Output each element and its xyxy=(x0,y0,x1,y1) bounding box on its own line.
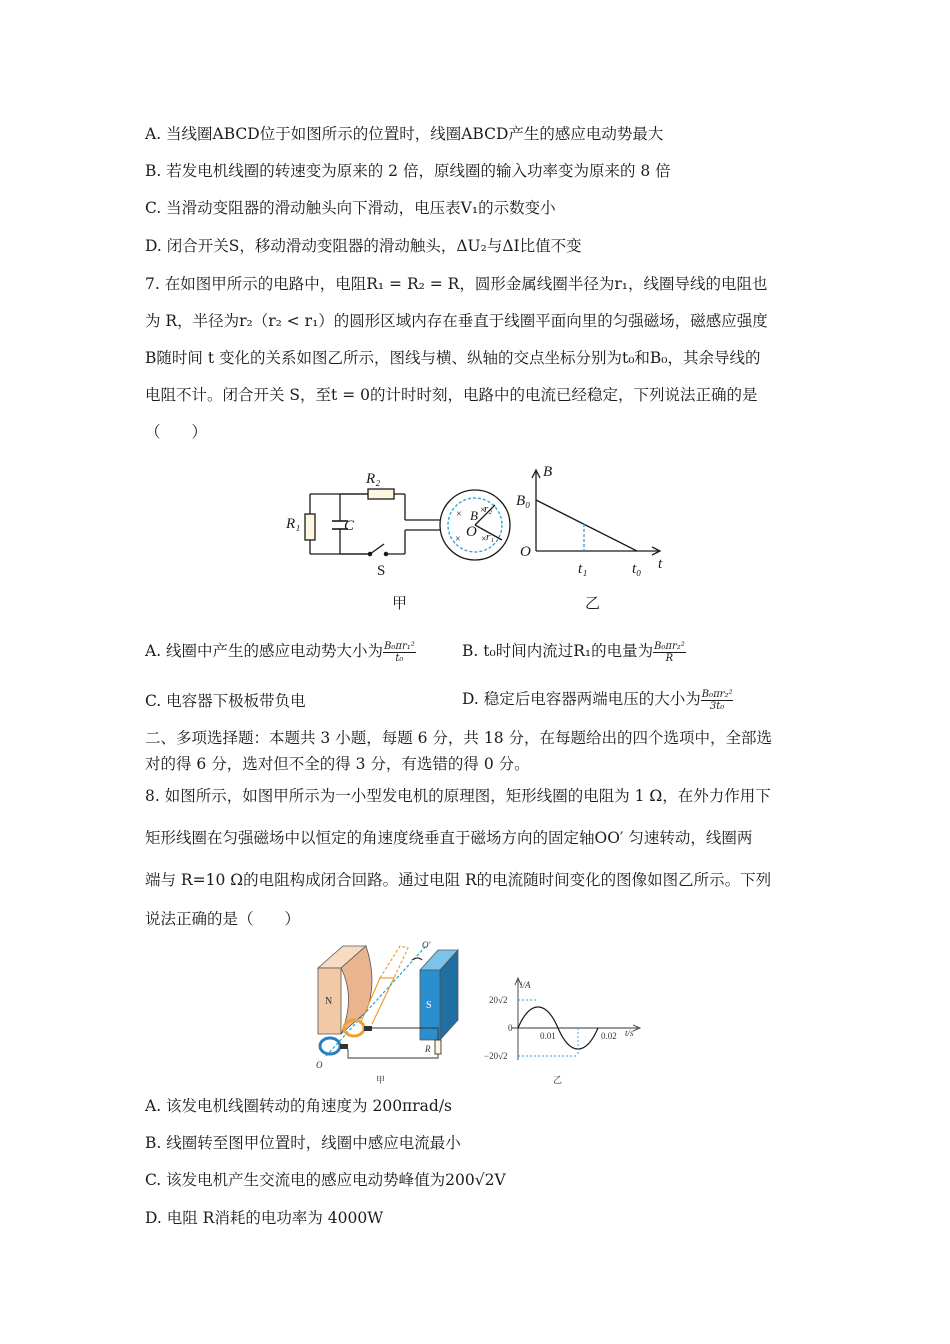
frac-num: B₀πr₂² xyxy=(654,640,685,652)
label-t1: t₁ xyxy=(578,561,588,577)
frac-num: B₀πr₁² xyxy=(384,640,415,652)
svg-text:×: × xyxy=(456,509,462,520)
q7-circuit xyxy=(305,489,510,560)
resistor-r1-icon xyxy=(305,514,315,540)
resistor-r2-icon xyxy=(368,489,394,499)
label-t-s: t/s xyxy=(625,1028,634,1038)
frac-den: R xyxy=(665,652,674,664)
q8-option-a: A. 该发电机线圈转动的角速度为 200πrad/s xyxy=(145,1097,452,1115)
label-t001: 0.01 xyxy=(540,1031,556,1041)
q8-option-d: D. 电阻 R消耗的电功率为 4000W xyxy=(145,1209,384,1227)
svg-text:×: × xyxy=(455,534,461,545)
q7-stem-line-3: B随时间 t 变化的关系如图乙所示，图线与横、纵轴的交点坐标分别为t₀和B₀，其余导线的 xyxy=(145,349,761,367)
label-t002: 0.02 xyxy=(601,1031,617,1041)
label-b0: B₀ xyxy=(516,493,531,509)
section2-heading-line-2: 对的得 6 分，选对但不全的得 3 分，有选错的得 0 分。 xyxy=(145,755,530,773)
label-r2-coil: r₂ xyxy=(484,503,493,515)
b-t-line xyxy=(536,500,637,551)
figure-yi-caption: 乙 xyxy=(585,596,601,612)
figure-yi-caption-q8: 乙 xyxy=(553,1075,563,1085)
q8-option-c: C. 该发电机产生交流电的感应电动势峰值为200√2V xyxy=(145,1171,506,1189)
figure-jia-caption: 甲 xyxy=(392,596,408,612)
q8-stem-line-1: 8. 如图所示，如图甲所示为一小型发电机的原理图，矩形线圈的电阻为 1 Ω，在外力作用下 xyxy=(145,787,771,805)
label-s: S xyxy=(377,563,386,579)
label-peak: 20√2 xyxy=(489,995,508,1005)
label-r: R xyxy=(425,1044,431,1054)
q7-stem-line-5: （ ） xyxy=(145,423,208,441)
q7-stem-line-2: 为 R，半径为r₂（r₂ < r₁）的圆形区域内存在垂直于线圈平面向里的匀强磁场，磁感应强度 xyxy=(145,312,768,330)
magnet-s-icon xyxy=(420,950,458,1040)
svg-text:×: × xyxy=(480,505,486,516)
q7-option-c: C. 电容器下极板带负电 xyxy=(145,692,306,710)
switch-icon xyxy=(370,544,384,554)
label-t: t xyxy=(658,556,663,572)
q6-option-b: B. 若发电机线圈的转速变为原来的 2 倍，原线圈的输入功率变为原来的 8 倍 xyxy=(145,162,671,180)
q7-option-b: B. t₀时间内流过R₁的电量为 $\frac{\text{B₀πr₂²}}{R}$ xyxy=(462,640,685,664)
label-t0: t₀ xyxy=(632,561,642,577)
label-r1: R₁ xyxy=(286,516,301,532)
label-o-prime: O′ xyxy=(422,940,431,950)
frac-den: t₀ xyxy=(395,652,404,664)
label-r2: R₂ xyxy=(366,471,381,487)
label-n: N xyxy=(325,996,333,1007)
label-r1-coil: r₁ xyxy=(486,531,495,543)
label-o-point: O xyxy=(316,1060,323,1070)
label-c: C xyxy=(344,518,355,534)
frac-num: B₀πr₂² xyxy=(701,688,733,700)
label-s-magnet: S xyxy=(426,1000,432,1011)
q8-stem-line-2: 矩形线圈在匀强磁场中以恒定的角速度绕垂直于磁场方向的固定轴OO′ 匀速转动，线圈两 xyxy=(145,829,753,847)
q6-option-d: D. 闭合开关S，移动滑动变阻器的滑动触头，ΔU₂与ΔI比值不变 xyxy=(145,237,582,255)
resistor-r-icon xyxy=(435,1040,441,1054)
q6-option-a: A. 当线圈ABCD位于如图所示的位置时，线圈ABCD产生的感应电动势最大 xyxy=(145,125,664,143)
q7-bt-graph xyxy=(532,470,660,555)
q7-stem-line-4: 电阻不计。闭合开关 S，至t = 0的计时时刻，电路中的电流已经稳定，下列说法正确的是 xyxy=(145,386,758,404)
q8-figure xyxy=(308,938,648,1088)
label-b-axis: B xyxy=(543,464,553,480)
q8-stem-line-4: 说法正确的是（ ） xyxy=(145,910,301,928)
frac-den: 3t₀ xyxy=(709,700,725,712)
label-o-axis: O xyxy=(520,544,531,560)
q7-figure xyxy=(280,458,680,618)
figure-jia-caption-q8: 甲 xyxy=(376,1075,386,1085)
label-b: B xyxy=(470,508,478,523)
q7-option-d: D. 稳定后电容器两端电压的大小为 $\frac{\text{B₀πr₂²}}{\text{3t₀}}$ xyxy=(462,688,733,712)
label-zero: 0 xyxy=(508,1023,513,1033)
q6-option-c: C. 当滑动变阻器的滑动触头向下滑动，电压表V₁的示数变小 xyxy=(145,199,556,217)
label-i-a: i/A xyxy=(520,980,531,990)
label-o: O xyxy=(466,524,477,540)
q8-it-graph xyxy=(512,978,640,1060)
q8-option-b: B. 线圈转至图甲位置时，线圈中感应电流最小 xyxy=(145,1134,461,1152)
q7-stem-line-1: 7. 在如图甲所示的电路中，电阻R₁ = R₂ = R，圆形金属线圈半径为r₁，线圈导线的电阻也 xyxy=(145,275,768,293)
magnet-n-icon xyxy=(318,946,372,1034)
q7-option-a: A. 线圈中产生的感应电动势大小为 $\frac{\text{B₀πr₁²}}{\text{t₀}}$ xyxy=(145,640,415,664)
section2-heading-line-1: 二、多项选择题：本题共 3 小题，每题 6 分，共 18 分，在每题给出的四个选项中，全部选 xyxy=(145,729,773,747)
svg-text:×: × xyxy=(481,534,487,545)
label-neg-peak: −20√2 xyxy=(484,1051,508,1061)
q8-stem-line-3: 端与 R=10 Ω的电阻构成闭合回路。通过电阻 R的电流随时间变化的图像如图乙所示。下列 xyxy=(145,871,772,889)
